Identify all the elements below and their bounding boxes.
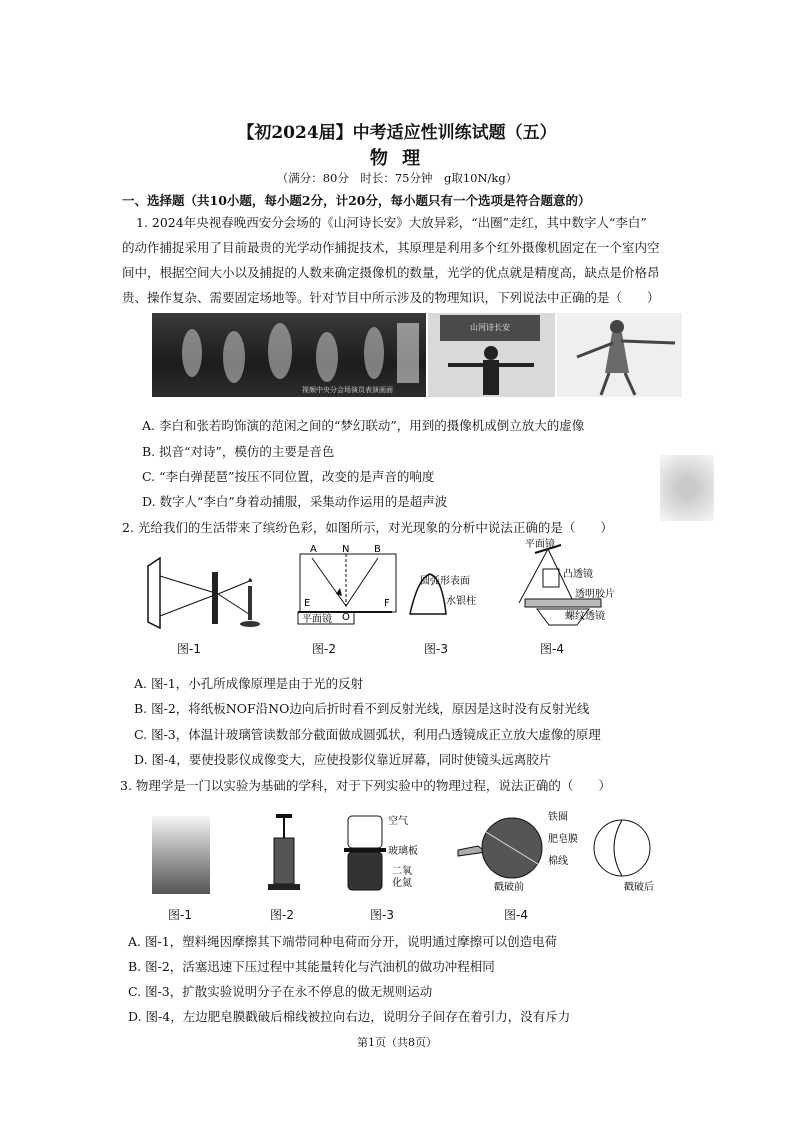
q2-fig2-reflection-diagram [296,544,401,628]
label-o: O [342,612,350,623]
subject-title: 物 理 [369,148,425,169]
q2-option-b: B. 图-2，将纸板NOF沿NO边向后折时看不到反射光线，原因是这时没有反射光线 [134,701,590,716]
q1-photo-caption: 视频中央分会场演员表演画面 [302,386,393,394]
q2-option-c: C. 图-3，体温计玻璃管读数部分截面做成圆弧状，利用凸透镜成正立放大虚像的原理 [134,727,601,742]
q3-option-b: B. 图-2，活塞迅速下压过程中其能量转化与汽油机的做功冲程相同 [128,959,495,974]
q3-fig4-caption: 图-4 [504,908,528,922]
q2-fig1-pinhole-diagram [140,556,270,636]
digital-libai-figure [557,313,682,397]
q3-fig3-diffusion-diagram [340,812,450,897]
label-f: F [384,598,390,609]
q1-stem-line-1: 1. 2024年央视春晚西安分会场的《山河诗长安》大放异彩，“出圈”走红，其中数字人“李白” [136,215,647,230]
section-heading: 一、选择题（共10小题，每小题2分，计20分，每小题只有一个选项是符合题意的） [122,193,591,208]
label-b: B [374,544,381,555]
label-mercury-column: 水银柱 [446,596,476,607]
exam-meta: （满分：80分 时长：75分钟 g取10N/kg） [276,171,518,185]
label-after: 戳破后 [624,882,654,893]
label-fresnel-lens: 螺纹透镜 [565,611,605,622]
q2-option-d: D. 图-4，要使投影仪成像变大，应使投影仪靠近屏幕，同时使镜头远离胶片 [134,752,552,767]
label-iron-ring: 铁圈 [548,812,568,823]
q3-fig1-plastic-strings-photo [152,816,210,894]
q2-fig3-thermometer-diagram [406,568,506,628]
q3-option-c: C. 图-3，扩散实验说明分子在永不停息的做无规则运动 [128,984,433,999]
q3-fig3-caption: 图-3 [370,908,394,922]
q1-stem-line-4: 贵、操作复杂、需要固定场地等。针对节目中所示涉及的物理知识，下列说法中正确的是（ ） [122,290,660,305]
label-nitrogen-dioxide-2: 化氮 [392,878,412,889]
q2-fig4-caption: 图-4 [540,642,564,656]
q1-option-c: C. “李白弹琵琶”按压不同位置，改变的是声音的响度 [142,469,435,484]
q2-fig3-caption: 图-3 [424,642,448,656]
label-convex-lens: 凸透镜 [563,569,593,580]
label-e: E [304,598,311,609]
q2-option-a: A. 图-1，小孔所成像原理是由于光的反射 [134,676,364,691]
q3-option-d: D. 图-4，左边肥皂膜戳破后棉线被拉向右边，说明分子间存在着引力，没有斥力 [128,1009,571,1024]
q2-stem: 2. 光给我们的生活带来了缤纷色彩，如图所示，对光现象的分析中说法正确的是（ ） [122,520,613,535]
q3-fig4-soap-film-diagram [456,812,656,892]
q3-fig2-caption: 图-2 [270,908,294,922]
q2-fig4-projector-diagram [515,539,625,633]
page-footer: 第1页（共8页） [357,1036,437,1049]
label-cotton-thread: 棉线 [548,856,568,867]
q1-option-b: B. 拟音“对诗”，模仿的主要是音色 [142,444,335,459]
q1-option-a: A. 李白和张若昀饰演的范闲之间的“梦幻联动”，用到的摄像机成倒立放大的虚像 [142,418,585,433]
label-plane-mirror-4: 平面镜 [525,539,555,550]
scan-smudge [660,455,714,521]
label-before: 戳破前 [494,882,524,893]
label-glass-plate: 玻璃板 [388,846,418,857]
q1-photo-gala [152,313,426,397]
q3-fig2-piston-diagram [264,814,304,894]
label-arc-surface: 圆弧形表面 [420,576,470,587]
q1-photo-sign: 山河诗长安 [440,315,540,341]
q1-stem-line-3: 间中，根据空间大小以及捕捉的人数来确定摄像机的数量，光学的优点就是精度高，缺点是价格昂 [122,265,660,280]
q2-fig1-caption: 图-1 [177,642,201,656]
label-n: N [342,544,350,555]
q1-photo-digital-libai [557,313,682,397]
exam-title: 【初2024届】中考适应性训练试题（五） [237,123,557,143]
label-soap-film: 肥皂膜 [548,834,578,845]
q1-option-d: D. 数字人“李白”身着动捕服，采集动作运用的是超声波 [142,494,448,509]
label-film: 透明胶片 [575,589,615,600]
q3-option-a: A. 图-1，塑料绳因摩擦其下端带同种电荷而分开，说明通过摩擦可以创造电荷 [128,934,558,949]
label-a: A [310,544,317,555]
q1-photo-performer [428,313,555,397]
q2-fig2-caption: 图-2 [312,642,336,656]
label-nitrogen-dioxide-1: 二氧 [392,866,412,877]
q3-stem: 3. 物理学是一门以实验为基础的学科，对于下列实验中的物理过程，说法正确的（ ） [120,778,611,793]
performer-figure [428,313,555,397]
q1-stem-line-2: 的动作捕捉采用了目前最贵的光学动作捕捉技术，其原理是利用多个红外摄像机固定在一个室内空 [122,240,660,255]
label-air: 空气 [388,816,408,827]
label-plane-mirror: 平面镜 [302,614,332,625]
q3-fig1-caption: 图-1 [168,908,192,922]
